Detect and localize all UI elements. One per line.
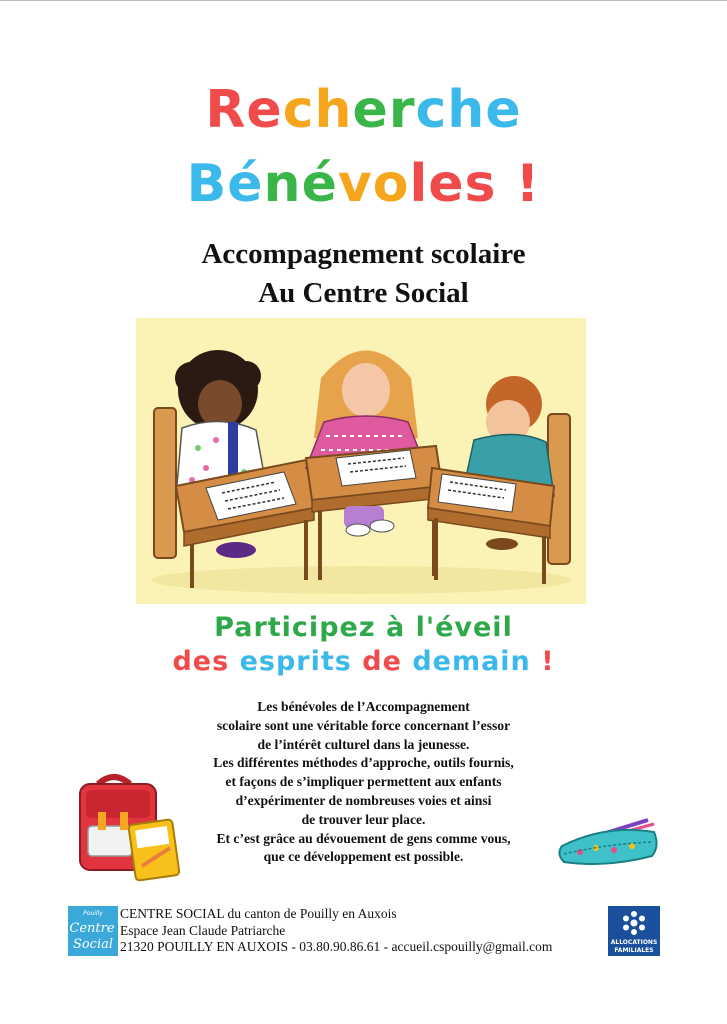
body-line: Les différentes méthodes d’approche, outils fournis, — [213, 755, 514, 771]
slogan-part: demain — [412, 646, 542, 677]
caf-word: FAMILIALES — [614, 947, 654, 954]
title-part: né — [263, 154, 338, 214]
body-line: d’expérimenter de nombreuses voies et ainsi — [235, 792, 492, 808]
caf-word: ALLOCATIONS — [610, 939, 658, 946]
subtitle-line-1: Accompagnement scolaire — [201, 238, 526, 270]
logo-small-text: Pouilly — [83, 910, 103, 917]
address-line: Espace Jean Claude Patriarche — [120, 922, 286, 938]
slogan-line-1: Participez à l'éveil — [214, 612, 513, 643]
body-line: Les bénévoles de l’Accompagnement — [257, 699, 470, 714]
slogan-part: esprits — [239, 646, 363, 677]
org-name: CENTRE SOCIAL — [120, 906, 225, 921]
slogan-line-2 — [0, 648, 727, 675]
org-suffix: du canton de Pouilly en Auxois — [224, 906, 397, 921]
title-part: vo — [337, 154, 410, 214]
title-part: ch — [282, 80, 353, 140]
subtitle-line-2: Au Centre Social — [258, 277, 469, 309]
logo-word: Social — [72, 937, 114, 952]
body-line: scolaire sont une véritable force concernant l’essor — [216, 717, 511, 733]
slogan-part: de — [362, 646, 413, 677]
children-doing-homework-illustration — [136, 318, 586, 604]
title-part: ! — [515, 154, 541, 214]
address-line: 21320 POUILLY EN AUXOIS - 03.80.90.86.61 - accueil.cspouilly@gmail.com — [120, 939, 553, 954]
logo-word: Centre — [69, 921, 115, 936]
title-part: les — [409, 154, 516, 214]
body-paragraph — [150, 698, 577, 867]
body-line: de trouver leur place. — [301, 811, 426, 827]
title-recherche — [0, 80, 727, 140]
top-border-line — [0, 0, 727, 1]
caf-logo — [608, 906, 660, 956]
title-part: Re — [205, 80, 283, 140]
title-benevoles — [0, 154, 727, 214]
centre-social-logo — [68, 906, 118, 956]
title-part: che — [415, 80, 522, 140]
pencil-case-icon — [556, 816, 660, 870]
body-line: Et c’est grâce au dévouement de gens comme vous, — [216, 830, 511, 846]
body-line: que ce développement est possible. — [263, 849, 464, 865]
slogan-part: des — [172, 646, 240, 677]
school-backpack-icon — [70, 770, 190, 882]
body-line: et façons de s’impliquer permettent aux enfants — [225, 774, 502, 790]
slogan-part: ! — [541, 646, 555, 677]
footer-contact — [120, 906, 552, 956]
title-part: Bé — [186, 154, 264, 214]
body-line: de l’intérêt culturel dans la jeunesse. — [257, 736, 470, 752]
title-part: er — [352, 80, 416, 140]
